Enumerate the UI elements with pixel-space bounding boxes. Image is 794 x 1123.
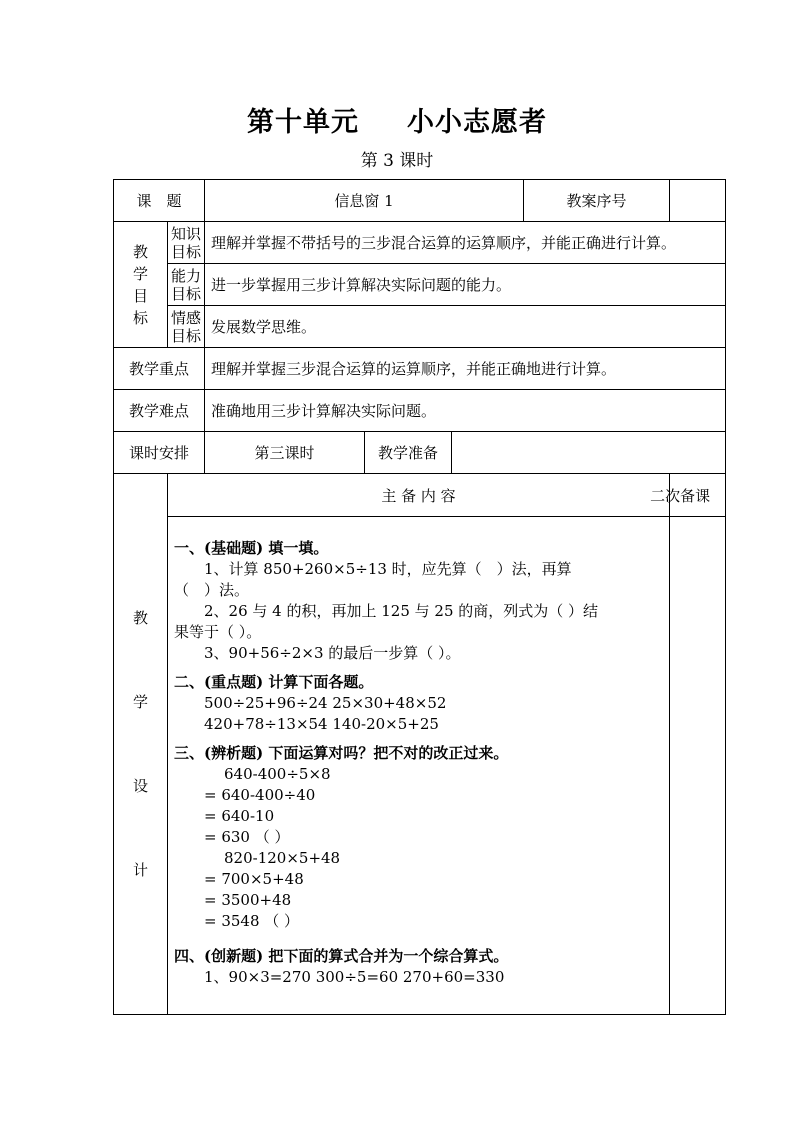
design-content-row <box>114 517 726 1015</box>
content-line: 果等于（ ）。 <box>174 623 262 641</box>
second-prep-header: 二次备课 <box>670 474 726 517</box>
section-heading: 二、(重点题) 计算下面各题。 <box>174 673 374 691</box>
schedule-label: 课时安排 <box>114 432 205 474</box>
unit-title: 第十单元 <box>247 107 359 138</box>
content-line: 1、计算 850+260×5÷13 时，应先算（ ）法，再算 <box>204 560 572 578</box>
goal-label-emotion: 情感目标 <box>168 306 205 348</box>
key-point-text: 理解并掌握三步混合运算的运算顺序，并能正确地进行计算。 <box>205 348 726 390</box>
content-line: 2、26 与 4 的积，再加上 125 与 25 的商，列式为（ ）结 <box>204 602 599 620</box>
goal-text-emotion: 发展数学思维。 <box>205 306 726 348</box>
schedule-value: 第三课时 <box>205 432 365 474</box>
main-content-header: 主 备 内 容 <box>168 474 670 517</box>
plan-number-label: 教案序号 <box>524 180 670 222</box>
content-line: 500÷25+96÷24 25×30+48×52 <box>204 694 447 712</box>
lesson-number: 第 3 课时 <box>360 151 434 171</box>
content-line: 3、90+56÷2×3 的最后一步算（ ）。 <box>204 644 461 662</box>
goal-row-emotion <box>114 306 726 348</box>
page-title <box>0 100 794 139</box>
content-line: 1、90×3=270 300÷5=60 270+60=330 <box>204 968 505 986</box>
prep-label: 教学准备 <box>365 432 452 474</box>
main-content <box>168 517 670 1015</box>
content-line: = 3500+48 <box>204 891 292 909</box>
key-point-row <box>114 348 726 390</box>
goal-label-ability: 能力目标 <box>168 264 205 306</box>
content-line: 820-120×5+48 <box>224 849 341 867</box>
topic-value: 信息窗 1 <box>205 180 524 222</box>
section-heading: 一、(基础题) 填一填。 <box>174 539 329 557</box>
lesson-plan-table <box>113 179 726 1015</box>
difficulty-label: 教学难点 <box>114 390 205 432</box>
section-heading: 四、(创新题) 把下面的算式合并为一个综合算式。 <box>174 947 509 965</box>
content-line: 420+78÷13×54 140-20×5+25 <box>204 715 439 733</box>
topic-label: 课 题 <box>114 180 205 222</box>
key-point-label: 教学重点 <box>114 348 205 390</box>
difficulty-text: 准确地用三步计算解决实际问题。 <box>205 390 726 432</box>
content-line: = 3548 （ ） <box>204 912 300 930</box>
second-prep-content <box>670 517 726 1015</box>
unit-subject: 小小志愿者 <box>407 107 547 138</box>
goal-label-knowledge: 知识目标 <box>168 222 205 264</box>
content-line: 640-400÷5×8 <box>224 765 331 783</box>
prep-value <box>452 432 726 474</box>
content-line: = 640-10 <box>204 807 275 825</box>
difficulty-row <box>114 390 726 432</box>
goal-row-knowledge <box>114 222 726 264</box>
content-line: = 700×5+48 <box>204 870 304 888</box>
goal-text-ability: 进一步掌握用三步计算解决实际问题的能力。 <box>205 264 726 306</box>
content-line: （ ）法。 <box>174 581 250 599</box>
schedule-row <box>114 432 726 474</box>
content-line: = 640-400÷40 <box>204 786 316 804</box>
goal-text-knowledge: 理解并掌握不带括号的三步混合运算的运算顺序，并能正确进行计算。 <box>205 222 726 264</box>
plan-number-value <box>670 180 726 222</box>
goal-row-ability <box>114 264 726 306</box>
design-label: 教 学 设 计 <box>114 474 168 1015</box>
topic-row <box>114 180 726 222</box>
design-header-row <box>114 474 726 517</box>
section-heading: 三、(辨析题) 下面运算对吗？把不对的改正过来。 <box>174 744 509 762</box>
goals-label: 教 学 目 标 <box>114 222 168 348</box>
content-line: = 630 （ ） <box>204 828 290 846</box>
